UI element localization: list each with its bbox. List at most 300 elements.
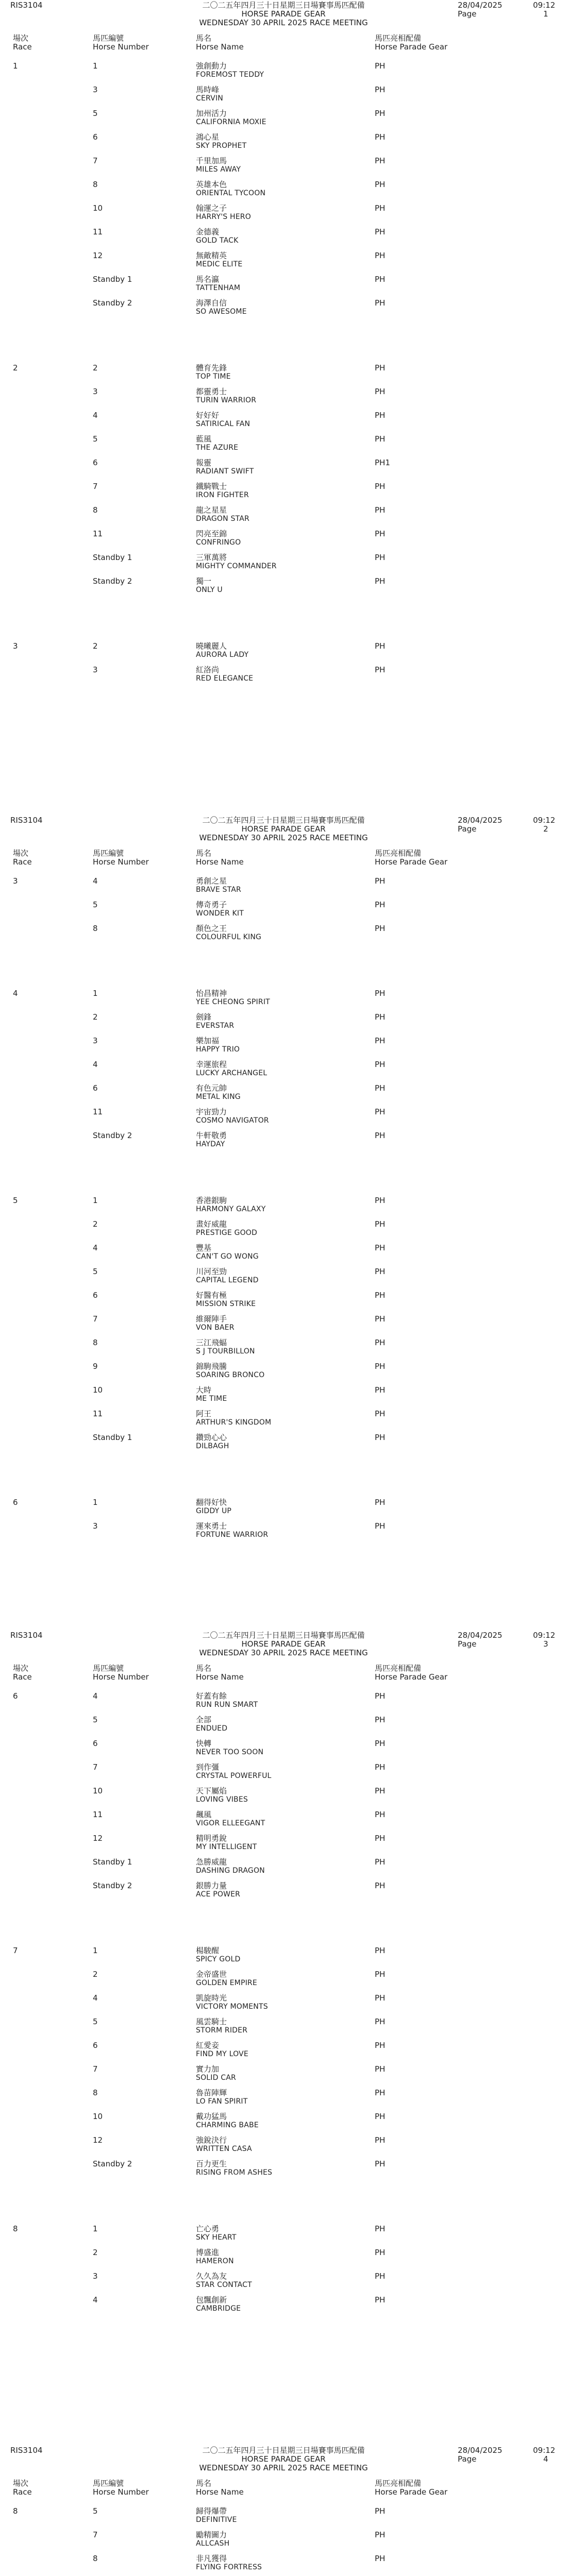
parade-gear: PH: [375, 2064, 386, 2074]
horse-number: Standby 1: [93, 1857, 132, 1867]
horse-number: Standby 2: [93, 577, 132, 586]
entry-row: [0, 1131, 567, 1155]
horse-name-zh: 千里加馬: [196, 156, 227, 165]
entry-row: [0, 1858, 567, 1882]
horse-name-en: DILBAGH: [196, 1442, 229, 1450]
report-code: RIS3104: [10, 2446, 43, 2455]
horse-number: 11: [93, 1107, 103, 1116]
horse-name-zh: 錦駒飛騰: [196, 1362, 227, 1371]
horse-number: 10: [93, 204, 103, 213]
horse-name-zh: 飆風: [196, 1810, 212, 1819]
race-number: 8: [13, 2506, 18, 2516]
horse-name-en: MY INTELLIGENT: [196, 1843, 257, 1851]
horse-name-en: CHARMING BABE: [196, 2121, 259, 2129]
horse-name-en: YEE CHEONG SPIRIT: [196, 998, 270, 1006]
parade-gear: PH: [375, 1946, 386, 1955]
horse-number: 12: [93, 2136, 103, 2145]
entry-row: [0, 62, 567, 86]
horse-number: 6: [93, 1083, 98, 1093]
horse-name-en: SOLID CAR: [196, 2074, 236, 2082]
parade-gear: PH: [375, 1409, 386, 1418]
race-number: 4: [13, 989, 18, 998]
horse-number: 4: [93, 1691, 98, 1701]
entry-row: [0, 387, 567, 411]
horse-number: 7: [93, 2064, 98, 2074]
race-number: 2: [13, 363, 18, 372]
horse-name-en: WONDER KIT: [196, 909, 244, 918]
entry-row: [0, 299, 567, 323]
horse-name-en: S J TOURBILLON: [196, 1347, 255, 1355]
horse-name-en: RADIANT SWIFT: [196, 467, 254, 476]
report-date: 28/04/2025: [458, 2446, 503, 2455]
entry-row: [0, 2112, 567, 2136]
parade-gear: PH: [375, 85, 386, 94]
parade-gear: PH: [375, 1338, 386, 1347]
horse-name-zh: 亡心勇: [196, 2224, 220, 2233]
parade-gear: PH: [375, 132, 386, 142]
parade-gear: PH: [375, 553, 386, 562]
horse-name-en: CRYSTAL POWERFUL: [196, 1772, 272, 1780]
entry-row: [0, 666, 567, 689]
entry-row: [0, 553, 567, 577]
column-header-zh: 場次: [13, 1664, 29, 1673]
horse-name-en: SKY PROPHET: [196, 142, 247, 150]
report-title-en2: WEDNESDAY 30 APRIL 2025 RACE MEETING: [199, 1648, 368, 1657]
horse-number: 5: [93, 2506, 98, 2516]
entry-row: [0, 2507, 567, 2531]
horse-number: Standby 1: [93, 553, 132, 562]
horse-name-zh: 獨一: [196, 577, 212, 586]
column-header-zh: 馬匹編號: [93, 849, 124, 858]
report-page: [0, 1630, 567, 2445]
horse-number: Standby 1: [93, 275, 132, 284]
horse-name-zh: 歸得爆帶: [196, 2506, 227, 2516]
entry-row: [0, 1196, 567, 1220]
entry-row: [0, 506, 567, 530]
parade-gear: PH: [375, 1691, 386, 1701]
horse-name-en: SATIRICAL FAN: [196, 420, 251, 428]
horse-number: 12: [93, 251, 103, 260]
horse-number: 2: [93, 363, 98, 372]
horse-number: 8: [93, 1338, 98, 1347]
horse-name-zh: 急勝威龍: [196, 1857, 227, 1867]
horse-name-zh: 好蓋有餘: [196, 1691, 227, 1701]
column-header: [13, 2479, 32, 2497]
column-header-en: Race: [13, 42, 32, 52]
report-page: [0, 2445, 567, 2576]
horse-number: 5: [93, 109, 98, 118]
entry-row: [0, 1084, 567, 1108]
horse-name-en: FOREMOST TEDDY: [196, 71, 264, 79]
horse-name-zh: 好醫有極: [196, 1291, 227, 1300]
horse-number: 3: [93, 1521, 98, 1531]
parade-gear: PH: [375, 1498, 386, 1507]
horse-name-zh: 體育先鋒: [196, 363, 227, 372]
horse-name-en: FORTUNE WARRIOR: [196, 1531, 269, 1539]
horse-name-zh: 戴功猛馬: [196, 2112, 227, 2121]
report-date: 28/04/2025: [458, 1631, 503, 1640]
horse-name-en: CAMBRIDGE: [196, 2304, 241, 2313]
column-header: [13, 849, 32, 867]
page-label: Page: [458, 2454, 477, 2464]
column-header-en: Horse Number: [93, 42, 149, 52]
column-header-en: Horse Parade Gear: [375, 42, 448, 52]
horse-name-en: FLYING FORTRESS: [196, 2563, 262, 2571]
parade-gear: PH: [375, 363, 386, 372]
report-time: 09:12: [533, 2446, 556, 2455]
horse-name-zh: 閃亮至錦: [196, 529, 227, 538]
page-label: Page: [458, 9, 477, 19]
horse-name-en: SPICY GOLD: [196, 1955, 241, 1963]
horse-number: Standby 2: [93, 298, 132, 308]
horse-name-en: SKY HEART: [196, 2233, 237, 2242]
column-header: [93, 849, 149, 867]
horse-name-zh: 牛軒敬勇: [196, 1131, 227, 1140]
report-title-en1: HORSE PARADE GEAR: [241, 9, 326, 19]
parade-gear: PH1: [375, 458, 390, 467]
parade-gear: PH: [375, 411, 386, 420]
column-header-en: Horse Parade Gear: [375, 1672, 448, 1682]
parade-gear: PH: [375, 1433, 386, 1442]
horse-number: 5: [93, 1715, 98, 1724]
horse-name-en: SOARING BRONCO: [196, 1371, 265, 1379]
horse-name-zh: 曉曦麗人: [196, 641, 227, 651]
horse-number: 3: [93, 387, 98, 396]
horse-number: 3: [93, 1036, 98, 1045]
horse-name-en: SO AWESOME: [196, 308, 247, 316]
parade-gear: PH: [375, 251, 386, 260]
entry-row: [0, 1108, 567, 1131]
entry-row: [0, 1013, 567, 1037]
horse-name-en: EVERSTAR: [196, 1022, 235, 1030]
parade-gear: PH: [375, 2295, 386, 2304]
parade-gear: PH: [375, 387, 386, 396]
horse-name-en: DEFINITIVE: [196, 2516, 237, 2524]
horse-name-zh: 龍之星星: [196, 505, 227, 515]
parade-gear: PH: [375, 1810, 386, 1819]
parade-gear: PH: [375, 482, 386, 491]
horse-name-en: MEDIC ELITE: [196, 260, 243, 268]
horse-name-en: COSMO NAVIGATOR: [196, 1116, 269, 1125]
horse-name-en: NEVER TOO SOON: [196, 1748, 264, 1756]
parade-gear: PH: [375, 1834, 386, 1843]
horse-name-en: IRON FIGHTER: [196, 491, 249, 499]
entry-row: [0, 109, 567, 133]
horse-name-zh: 馬名瀛: [196, 275, 220, 284]
horse-number: 7: [93, 482, 98, 491]
page-header: [0, 815, 567, 846]
page-header: [0, 0, 567, 31]
column-header: [375, 2479, 447, 2497]
report-date: 28/04/2025: [458, 816, 503, 825]
horse-name-zh: 快轉: [196, 1739, 212, 1748]
horse-name-zh: 到作彊: [196, 1762, 220, 1772]
entry-row: [0, 364, 567, 387]
horse-name-zh: 精明勇銳: [196, 1834, 227, 1843]
horse-name-zh: 非凡獲得: [196, 2554, 227, 2563]
horse-name-zh: 傳奇勇子: [196, 900, 227, 909]
parade-gear: PH: [375, 989, 386, 998]
column-header-zh: 馬匹編號: [93, 2479, 124, 2488]
horse-number: 3: [93, 665, 98, 674]
parade-gear: PH: [375, 641, 386, 651]
horse-number: 8: [93, 505, 98, 515]
parade-gear: PH: [375, 204, 386, 213]
parade-gear: PH: [375, 2554, 386, 2563]
horse-name-en: VIGOR ELLEEGANT: [196, 1819, 265, 1827]
page-header: [0, 1630, 567, 1661]
horse-name-zh: 運來勇士: [196, 1521, 227, 1531]
report-time: 09:12: [533, 1631, 556, 1640]
report-code: RIS3104: [10, 1631, 43, 1640]
entry-row: [0, 86, 567, 109]
horse-name-zh: 報靈: [196, 458, 212, 467]
horse-name-zh: 百力更生: [196, 2159, 227, 2168]
entry-row: [0, 2272, 567, 2296]
horse-number: 4: [93, 1243, 98, 1252]
column-header-zh: 馬匹亮相配備: [375, 33, 422, 43]
page-header: [0, 2445, 567, 2476]
entry-row: [0, 2531, 567, 2554]
horse-name-zh: 強創動力: [196, 61, 227, 71]
entry-row: [0, 2065, 567, 2089]
report-title-en1: HORSE PARADE GEAR: [241, 824, 326, 834]
horse-name-zh: 英雄本色: [196, 180, 227, 189]
entry-row: [0, 577, 567, 601]
horse-name-zh: 香港銀駒: [196, 1196, 227, 1205]
horse-name-zh: 有色元帥: [196, 1083, 227, 1093]
column-header: [93, 1664, 149, 1682]
horse-name-en: STORM RIDER: [196, 2026, 248, 2035]
horse-name-zh: 畫好威龍: [196, 1219, 227, 1229]
horse-number: 11: [93, 1810, 103, 1819]
column-header: [375, 849, 447, 867]
parade-gear: PH: [375, 924, 386, 933]
report-page: [0, 815, 567, 1630]
horse-number: 11: [93, 1409, 103, 1418]
column-header: [375, 1664, 447, 1682]
horse-name-en: HAPPY TRIO: [196, 1045, 240, 1054]
column-header: [196, 2479, 244, 2497]
entry-row: [0, 2554, 567, 2576]
horse-number: 5: [93, 434, 98, 444]
parade-gear: PH: [375, 1521, 386, 1531]
parade-gear: PH: [375, 2088, 386, 2097]
horse-name-en: DASHING DRAGON: [196, 1867, 265, 1875]
horse-number: 2: [93, 2248, 98, 2257]
horse-name-en: COLOURFUL KING: [196, 933, 262, 941]
parade-gear: PH: [375, 1715, 386, 1724]
page-number: 4: [543, 2454, 548, 2464]
horse-name-zh: 加州活力: [196, 109, 227, 118]
column-header-zh: 場次: [13, 849, 29, 858]
horse-name-zh: 魯苗陣輝: [196, 2088, 227, 2097]
parade-gear: PH: [375, 2159, 386, 2168]
race-number: 1: [13, 61, 18, 71]
horse-number: 7: [93, 1762, 98, 1772]
column-header-en: Horse Name: [196, 2487, 244, 2497]
parade-gear: PH: [375, 109, 386, 118]
horse-number: 2: [93, 641, 98, 651]
horse-name-en: LO FAN SPIRIT: [196, 2097, 248, 2106]
horse-name-en: ARTHUR'S KINGDOM: [196, 1418, 272, 1427]
report-date: 28/04/2025: [458, 1, 503, 10]
parade-gear: PH: [375, 1196, 386, 1205]
horse-number: 8: [93, 2554, 98, 2563]
horse-number: 6: [93, 1739, 98, 1748]
parade-gear: PH: [375, 1786, 386, 1795]
report-page: [0, 0, 567, 815]
horse-name-en: RED ELEGANCE: [196, 674, 254, 683]
horse-name-zh: 幸運旅程: [196, 1060, 227, 1069]
entry-row: [0, 2089, 567, 2112]
horse-number: 1: [93, 1498, 98, 1507]
horse-name-zh: 鑽勁心心: [196, 1433, 227, 1442]
column-header: [93, 34, 149, 52]
horse-name-en: ME TIME: [196, 1395, 227, 1403]
horse-name-en: CAPITAL LEGEND: [196, 1276, 259, 1284]
entry-row: [0, 1338, 567, 1362]
parade-gear: PH: [375, 2224, 386, 2233]
horse-name-en: LOVING VIBES: [196, 1795, 248, 1804]
entry-row: [0, 1315, 567, 1338]
horse-number: 2: [93, 1970, 98, 1979]
parade-gear: PH: [375, 900, 386, 909]
page-number: 3: [543, 1639, 548, 1649]
horse-number: 2: [93, 1219, 98, 1229]
horse-name-en: BRAVE STAR: [196, 886, 241, 894]
entry-row: [0, 1834, 567, 1858]
horse-name-zh: 鐵騎戰士: [196, 482, 227, 491]
entry-row: [0, 1882, 567, 1905]
column-header: [13, 1664, 32, 1682]
column-header: [375, 34, 447, 52]
parade-gear: PH: [375, 1083, 386, 1093]
report-title-zh: 二〇二五年四月三十日星期三日場賽事馬匹配備: [202, 1, 365, 10]
entry-row: [0, 530, 567, 553]
column-header-zh: 場次: [13, 33, 29, 43]
entry-row: [0, 2248, 567, 2272]
horse-name-en: HAMERON: [196, 2257, 234, 2265]
entry-row: [0, 275, 567, 299]
horse-number: 4: [93, 1993, 98, 2003]
entry-row: [0, 1498, 567, 1522]
parade-gear: PH: [375, 1243, 386, 1252]
horse-number: 10: [93, 1786, 103, 1795]
entry-row: [0, 435, 567, 459]
entry-row: [0, 2041, 567, 2065]
horse-name-zh: 實力加: [196, 2064, 220, 2074]
entry-row: [0, 1410, 567, 1433]
report-title-en1: HORSE PARADE GEAR: [241, 1639, 326, 1649]
horse-name-zh: 顏色之王: [196, 924, 227, 933]
parade-gear: PH: [375, 505, 386, 515]
parade-gear: PH: [375, 1739, 386, 1748]
entry-row: [0, 1810, 567, 1834]
entry-row: [0, 1970, 567, 1994]
horse-number: 2: [93, 1012, 98, 1022]
horse-name-zh: 紅愛妾: [196, 2041, 220, 2050]
horse-name-en: PRESTIGE GOOD: [196, 1229, 257, 1237]
entry-row: [0, 2225, 567, 2248]
parade-gear: PH: [375, 1036, 386, 1045]
parade-gear: PH: [375, 2017, 386, 2026]
report-title: [134, 2446, 433, 2472]
report-code: RIS3104: [10, 816, 43, 825]
horse-name-zh: 海澤自信: [196, 298, 227, 308]
horse-name-en: HARMONY GALAXY: [196, 1205, 266, 1213]
parade-gear: PH: [375, 1131, 386, 1140]
parade-gear: PH: [375, 1362, 386, 1371]
horse-name-en: LUCKY ARCHANGEL: [196, 1069, 268, 1077]
column-header-en: Horse Name: [196, 42, 244, 52]
entry-row: [0, 1692, 567, 1716]
entry-row: [0, 204, 567, 228]
entry-row: [0, 228, 567, 251]
parade-gear: PH: [375, 1012, 386, 1022]
horse-number: 11: [93, 227, 103, 236]
horse-name-en: ENDUED: [196, 1724, 228, 1733]
horse-number: 4: [93, 1060, 98, 1069]
race-number: 7: [13, 1946, 18, 1955]
parade-gear: PH: [375, 1857, 386, 1867]
horse-name-en: RUN RUN SMART: [196, 1701, 258, 1709]
horse-number: 1: [93, 1196, 98, 1205]
column-header-zh: 馬匹亮相配備: [375, 2479, 422, 2488]
horse-name-en: MISSION STRIKE: [196, 1300, 256, 1308]
page-number: 1: [543, 9, 548, 19]
entry-row: [0, 1291, 567, 1315]
horse-name-en: ONLY U: [196, 586, 223, 594]
horse-name-en: CALIFORNIA MOXIE: [196, 118, 266, 126]
report-title-en2: WEDNESDAY 30 APRIL 2025 RACE MEETING: [199, 2463, 368, 2472]
entry-row: [0, 1267, 567, 1291]
column-header-zh: 馬匹編號: [93, 1664, 124, 1673]
horse-number: 7: [93, 156, 98, 165]
column-header-en: Horse Number: [93, 1672, 149, 1682]
parade-gear: PH: [375, 2506, 386, 2516]
horse-number: Standby 2: [93, 1881, 132, 1890]
horse-name-en: GOLDEN EMPIRE: [196, 1979, 257, 1987]
horse-name-zh: 風雲騎士: [196, 2017, 227, 2026]
horse-number: 12: [93, 1834, 103, 1843]
parade-gear: PH: [375, 2112, 386, 2121]
horse-name-zh: 維爾陣手: [196, 1314, 227, 1324]
horse-name-zh: 楊駿醒: [196, 1946, 220, 1955]
entry-row: [0, 1037, 567, 1060]
parade-gear: PH: [375, 1762, 386, 1772]
horse-number: Standby 1: [93, 1433, 132, 1442]
report-title: [134, 1631, 433, 1657]
horse-name-zh: 藍風: [196, 434, 212, 444]
entry-row: [0, 1787, 567, 1810]
column-header-en: Horse Number: [93, 2487, 149, 2497]
horse-name-zh: 好好好: [196, 411, 220, 420]
entry-row: [0, 1994, 567, 2018]
horse-number: 7: [93, 1314, 98, 1324]
horse-number: 1: [93, 989, 98, 998]
horse-name-zh: 阿王: [196, 1409, 212, 1418]
entry-row: [0, 1220, 567, 1244]
column-header-zh: 馬名: [196, 849, 212, 858]
horse-name-en: WRITTEN CASA: [196, 2145, 252, 2153]
horse-name-zh: 銀勝力量: [196, 1881, 227, 1890]
report-title-en1: HORSE PARADE GEAR: [241, 2454, 326, 2464]
race-number: 3: [13, 876, 18, 886]
column-header-en: Horse Number: [93, 857, 149, 867]
horse-name-zh: 強銳決行: [196, 2136, 227, 2145]
column-header-zh: 馬名: [196, 33, 212, 43]
